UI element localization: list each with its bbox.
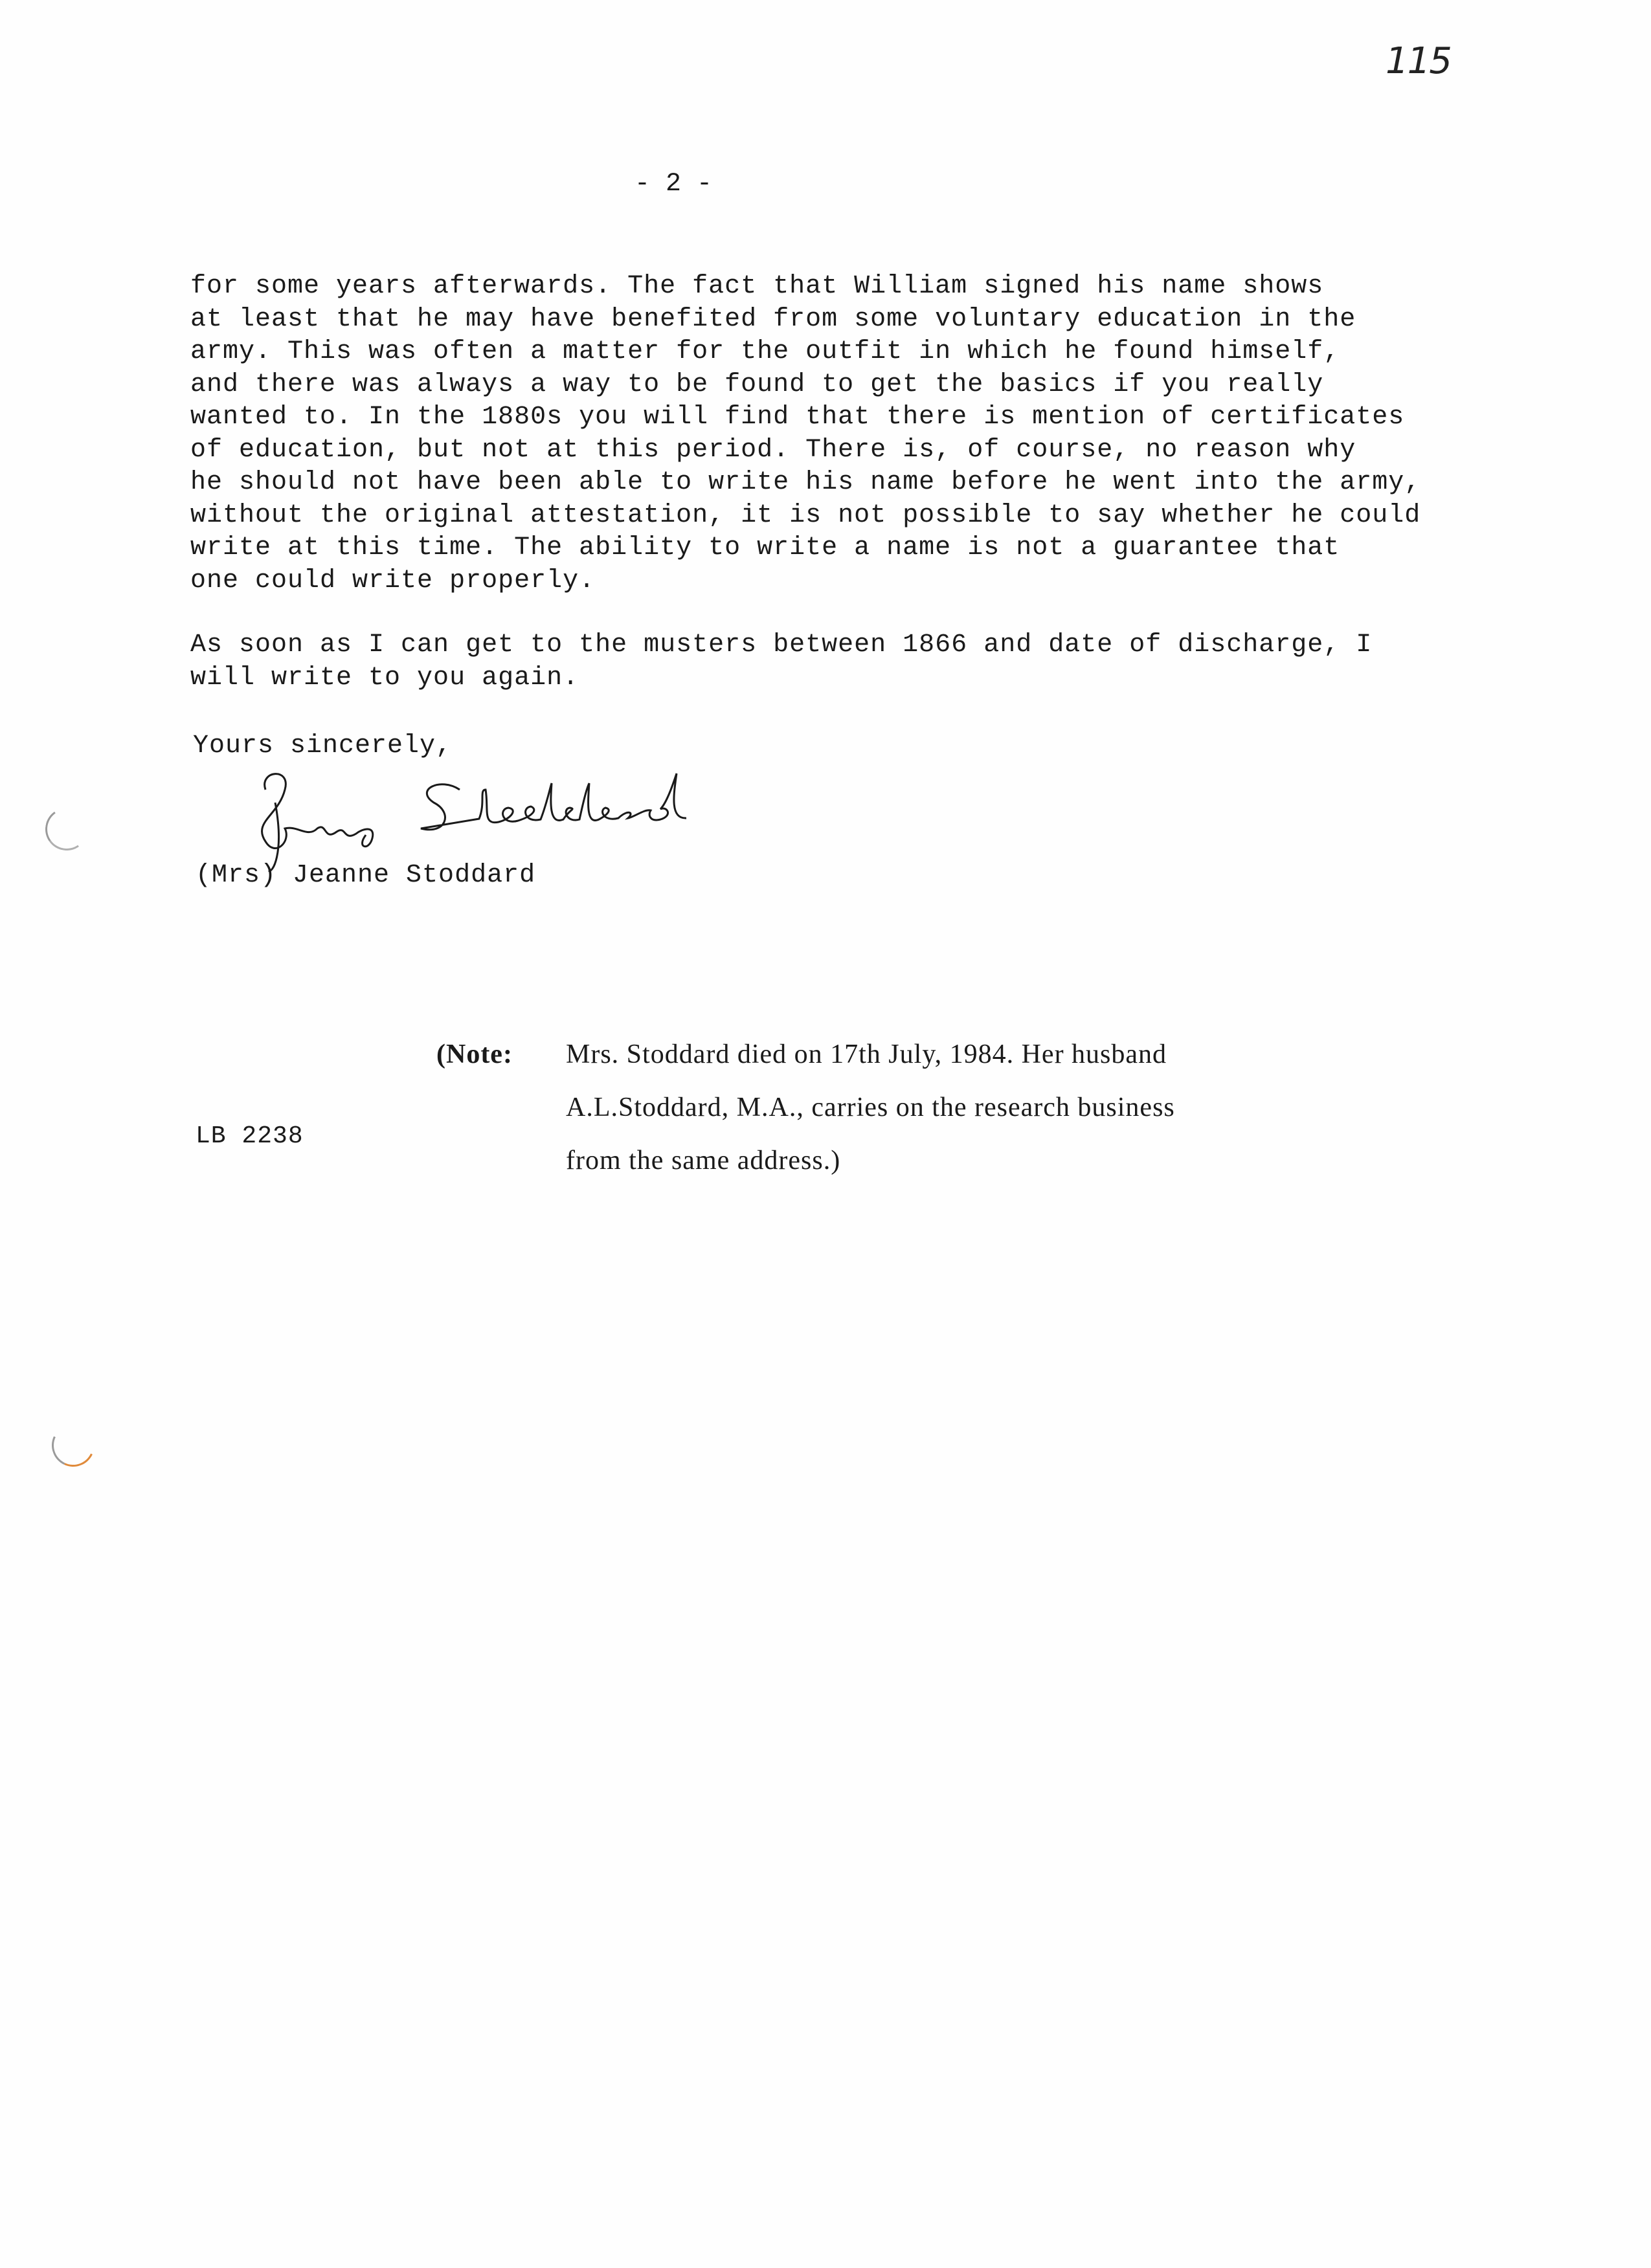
- note-line: [436, 1028, 1175, 1081]
- paragraph-line: write at this time. The ability to write a name is not a guarantee that: [190, 533, 1340, 562]
- note-block: [436, 1028, 1175, 1187]
- paragraph-line: one could write properly.: [190, 566, 596, 595]
- reference-code: LB 2238: [196, 1122, 304, 1150]
- punch-hole-mark: [42, 805, 91, 854]
- paragraph-line: and there was always a way to be found to get the basics if you really: [190, 370, 1324, 399]
- handwritten-signature: [246, 764, 712, 874]
- punch-hole-mark: [46, 1418, 101, 1473]
- note-text: Mrs. Stoddard died on 17th July, 1984. Her husband: [566, 1040, 1167, 1069]
- signer-name: (Mrs) Jeanne Stoddard: [196, 861, 536, 890]
- note-line: A.L.Stoddard, M.A., carries on the research business: [566, 1093, 1175, 1122]
- paragraph-line: without the original attestation, it is not possible to say whether he could: [190, 500, 1421, 530]
- paragraph-line: army. This was often a matter for the outfit in which he found himself,: [190, 337, 1340, 366]
- paragraph-line: at least that he may have benefited from some voluntary education in the: [190, 304, 1356, 334]
- paragraph-line: of education, but not at this period. There is, of course, no reason why: [190, 435, 1356, 465]
- note-line: from the same address.): [566, 1146, 841, 1175]
- paragraph-line: As soon as I can get to the musters between 1866 and date of discharge, I: [190, 630, 1373, 660]
- folio-number: 115: [1386, 40, 1451, 82]
- body-paragraph: [190, 629, 1453, 695]
- paragraph-line: will write to you again.: [190, 663, 579, 693]
- closing-salutation: Yours sincerely,: [193, 731, 453, 761]
- paragraph-line: he should not have been able to write his name before he went into the army,: [190, 468, 1421, 497]
- paragraph-line: for some years afterwards. The fact that William signed his name shows: [190, 272, 1324, 301]
- page-number: - 2 -: [635, 170, 713, 199]
- note-label: (Note:: [436, 1040, 513, 1069]
- paragraph-line: wanted to. In the 1880s you will find that there is mention of certificates: [190, 403, 1405, 432]
- body-paragraph: [190, 271, 1453, 597]
